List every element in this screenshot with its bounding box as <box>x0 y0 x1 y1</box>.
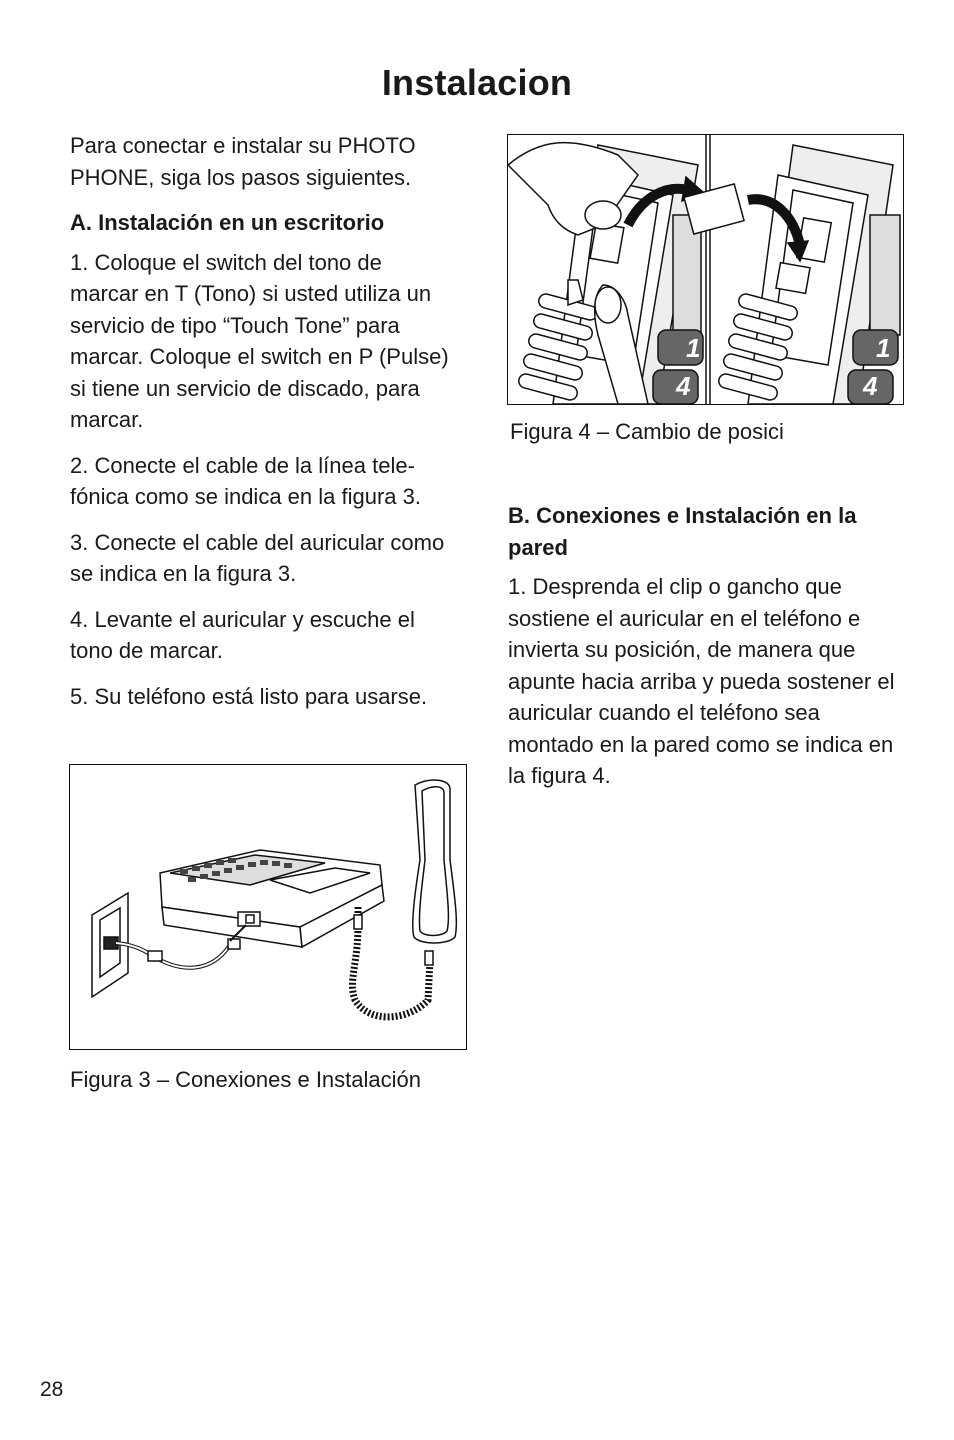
page-title: Instalacion <box>381 62 573 104</box>
handset <box>413 780 457 943</box>
key-1-right: 1 <box>876 333 891 363</box>
left-column <box>70 130 455 726</box>
section-b-heading: B. Conexiones e Instalación en la pared <box>508 503 857 560</box>
page-number: 28 <box>40 1378 64 1401</box>
right-column <box>508 500 908 806</box>
key-4-right: 4 <box>863 371 878 401</box>
section-b-step-1: 1. Desprenda el clip o gancho que sostiene el auricular en el teléfono e invierta su posición, de manera que apunte hacia arriba y pueda sostener el auricular cuando el teléfono sea montado en la pared como se indica en la figura 4. <box>508 574 895 788</box>
intro-paragraph: Para conectar e instalar su PHOTO PHONE, siga los pasos siguientes. <box>70 133 416 190</box>
clip-reversal-drawing <box>508 135 903 404</box>
figure-3-caption: Figura 3 – Conexiones e Instalación <box>70 1067 421 1092</box>
phone-base <box>160 850 384 947</box>
step-3: 3. Conecte el cable del auricular como se indica en la figura 3. <box>70 529 445 586</box>
key-4-left: 4 <box>676 371 691 401</box>
step-2: 2. Conecte el cable de la línea tele-fónica como se indica en la figura 3. <box>70 452 421 509</box>
left-panel <box>508 143 704 404</box>
figure-4-caption: Figura 4 – Cambio de posici <box>510 419 784 444</box>
section-a-heading: A. Instalación en un escritorio <box>70 210 385 235</box>
key-1-left: 1 <box>686 333 701 363</box>
figure-4-illustration <box>507 134 904 405</box>
step-4: 4. Levante el auricular y escuche el tono de marcar. <box>70 606 415 663</box>
right-panel <box>684 145 900 404</box>
phone-connection-drawing <box>70 765 466 1049</box>
figure-3-illustration <box>69 764 467 1050</box>
step-1: 1. Coloque el switch del tono de marcar en T (Tono) si usted utiliza un servicio de tipo “Touch Tone” para marcar. Coloque el switch en P (Pulse) si tiene un servicio de discado, para marcar. <box>70 249 449 432</box>
step-5: 5. Su teléfono está listo para usarse. <box>70 683 428 709</box>
